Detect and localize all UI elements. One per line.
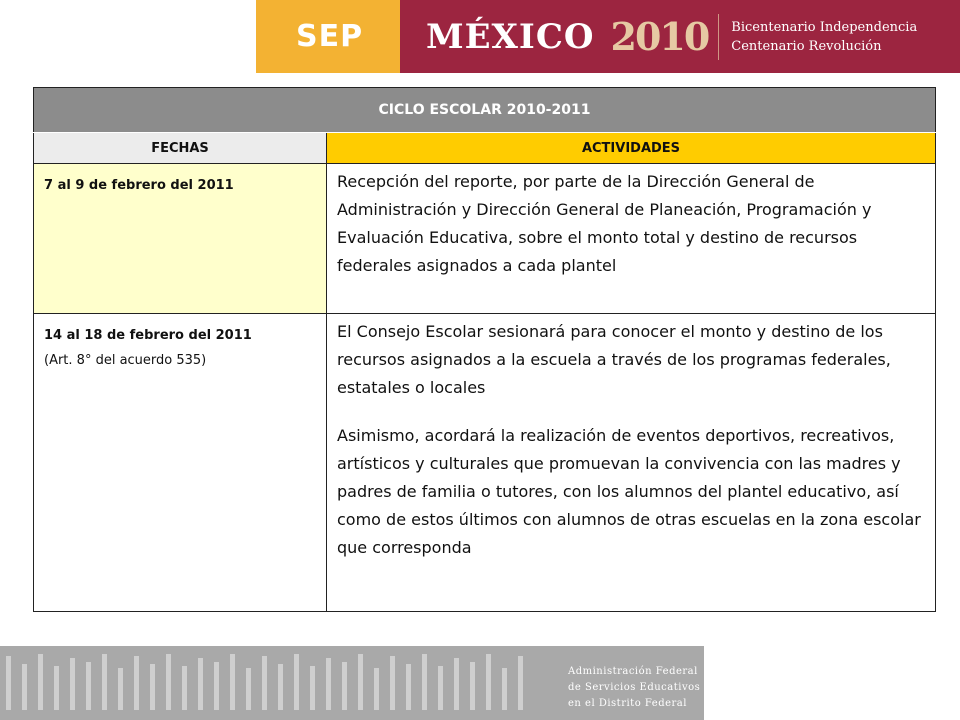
table-title-row xyxy=(34,88,936,133)
taglines xyxy=(731,18,917,56)
date-text: 7 al 9 de febrero del 2011 xyxy=(44,178,234,193)
column-header-actividades: ACTIVIDADES xyxy=(327,133,936,164)
date-cell xyxy=(34,314,327,612)
agency-line: de Servicios Educativos xyxy=(568,682,701,693)
date-cell xyxy=(34,164,327,314)
agency-name xyxy=(568,664,700,712)
agency-line: en el Distrito Federal xyxy=(568,698,687,709)
date-text: 14 al 18 de febrero del 2011 xyxy=(44,328,252,343)
table-title: CICLO ESCOLAR 2010-2011 xyxy=(34,88,936,133)
activity-text: Recepción del reporte, por parte de la Dirección General de Administración y Dirección General de Planeación, Programación y Evaluación Educativa, sobre el monto total y destino de recursos federales asignados a cada plantel xyxy=(337,172,872,275)
footer-pattern-decoration xyxy=(0,646,540,720)
article-note: (Art. 8° del acuerdo 535) xyxy=(44,353,207,368)
logo-divider xyxy=(718,14,719,60)
activity-text: El Consejo Escolar sesionará para conocer el monto y destino de los recursos asignados a la escuela a través de los programas federales, estatales o locales xyxy=(337,322,891,397)
mexico-2010-logo xyxy=(400,0,960,73)
schedule-table xyxy=(33,87,936,612)
activity-cell xyxy=(327,314,936,612)
year-2010: 2010 xyxy=(610,14,709,59)
table-row xyxy=(34,314,936,612)
table-header-row xyxy=(34,133,936,164)
activity-cell xyxy=(327,164,936,314)
sep-logo xyxy=(256,0,400,73)
tagline-bicentenario: Bicentenario Independencia xyxy=(731,19,918,35)
footer-banner xyxy=(0,646,704,720)
header-banner xyxy=(256,0,960,73)
activity-text: Asimismo, acordará la realización de eventos deportivos, recreativos, artísticos y culturales que promuevan la convivencia con las madres y padres de familia o tutores, con los alumnos del plantel educativo, así como de estos últimos con alumnos de otras escuelas en la zona escolar que corresponda xyxy=(337,426,921,557)
agency-line: Administración Federal xyxy=(568,666,698,677)
mexico-word: MÉXICO xyxy=(426,16,595,57)
sep-label: SEP xyxy=(296,19,364,54)
column-header-fechas: FECHAS xyxy=(34,133,327,164)
tagline-centenario: Centenario Revolución xyxy=(731,38,882,54)
table-row xyxy=(34,164,936,314)
